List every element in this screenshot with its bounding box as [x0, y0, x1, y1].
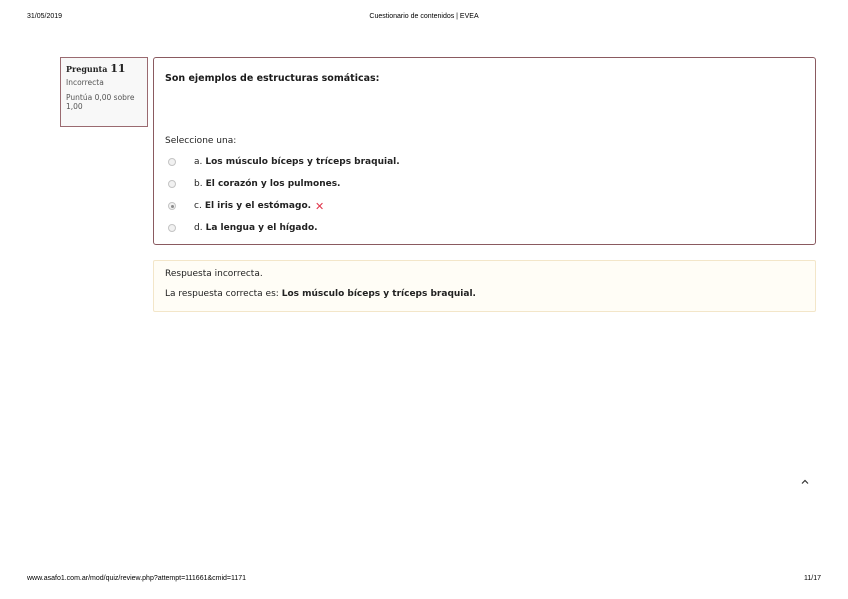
question-number [66, 63, 142, 75]
answer-letter: a. [194, 157, 203, 167]
radio-button[interactable] [168, 224, 176, 232]
answer-letter: b. [194, 179, 203, 189]
answer-letter: c. [194, 201, 202, 211]
answer-prompt: Seleccione una: [165, 136, 237, 146]
print-header [0, 13, 848, 25]
radio-button[interactable] [168, 180, 176, 188]
correct-answer-prefix: La respuesta correcta es: [165, 289, 279, 299]
question-grade: Puntúa 0,00 sobre 1,00 [66, 93, 135, 111]
print-date: 31/05/2019 [27, 13, 63, 20]
answer-text: Los músculo bíceps y tríceps braquial. [205, 157, 400, 167]
chevron-up-icon[interactable] [799, 476, 811, 488]
answer-letter: d. [194, 223, 203, 233]
answer-option-d[interactable] [168, 217, 400, 239]
answer-option-c[interactable] [168, 195, 400, 217]
question-info-panel [60, 57, 148, 127]
page-url: www.asafo1.com.ar/mod/quiz/review.php?attempt=111661&cmid=1171 [27, 575, 247, 582]
radio-button[interactable] [168, 158, 176, 166]
question-label: Pregunta [66, 64, 108, 74]
answer-text: El corazón y los pulmones. [205, 179, 341, 189]
question-number-value: 11 [110, 62, 126, 75]
correct-answer-line [165, 289, 476, 299]
question-state: Incorrecta [66, 78, 104, 87]
correct-answer-text: Los músculo bíceps y tríceps braquial. [281, 289, 476, 299]
question-text: Son ejemplos de estructuras somáticas: [165, 73, 380, 84]
answer-option-b[interactable] [168, 173, 400, 195]
radio-button-selected[interactable] [168, 202, 176, 210]
answer-text: La lengua y el hígado. [205, 223, 318, 233]
feedback-status: Respuesta incorrecta. [165, 269, 263, 279]
answer-list [168, 151, 400, 239]
incorrect-x-icon: ✕ [315, 199, 325, 213]
feedback-panel [153, 260, 816, 312]
document-title: Cuestionario de contenidos | EVEA [369, 13, 479, 20]
answer-option-a[interactable] [168, 151, 400, 173]
page-number: 11/17 [804, 575, 821, 582]
answer-text: El iris y el estómago. [204, 201, 312, 211]
question-content [153, 57, 816, 245]
